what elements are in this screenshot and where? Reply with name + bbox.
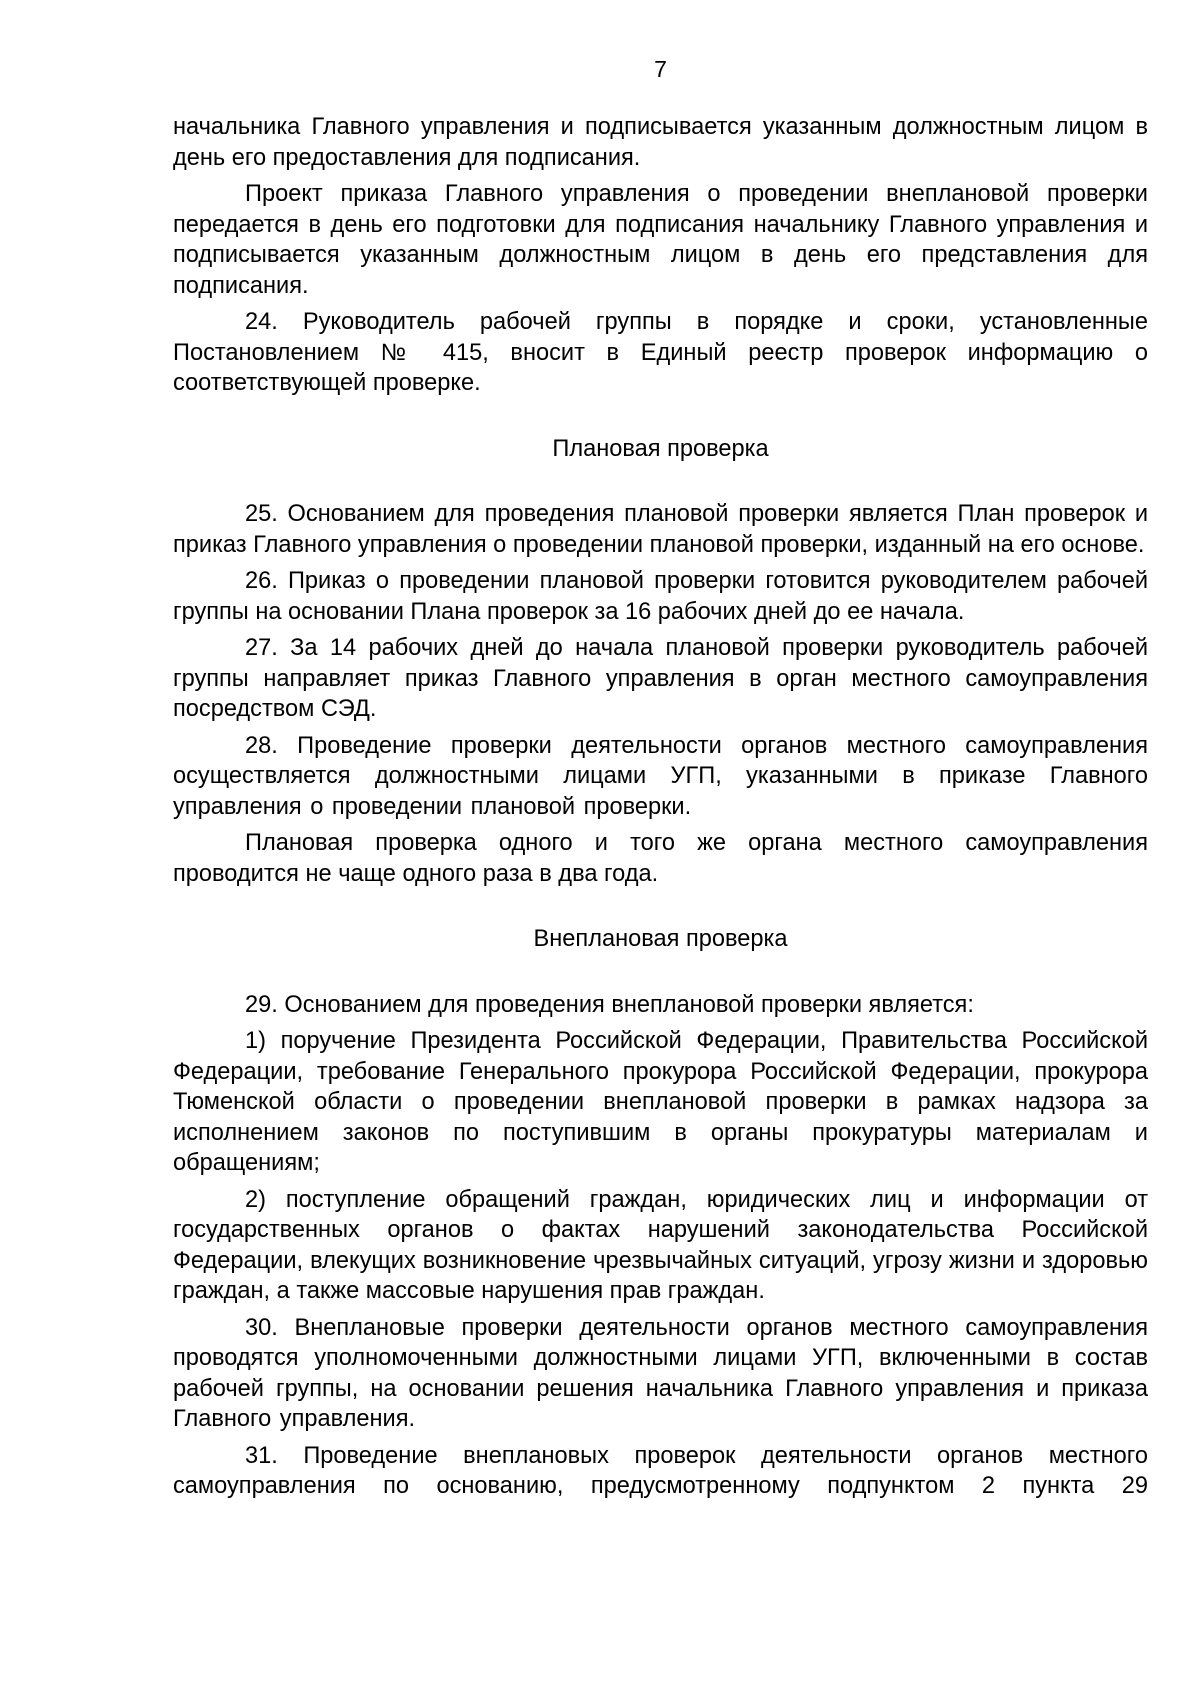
paragraph-27: 27. За 14 рабочих дней до начала плановой проверки руководитель рабочей группы направляет приказ Главного управления в орган местного самоуправления посредством СЭД.	[173, 635, 1148, 722]
paragraph-24: 24. Руководитель рабочей группы в порядке и сроки, установленные Постановлением № 415, вносит в Единый реестр проверок информацию о соответствующей проверке.	[173, 309, 1148, 396]
paragraph-28: 28. Проведение проверки деятельности органов местного самоуправления осуществляется должностными лицами УГП, указанными в приказе Главного управления о проведении плановой проверки.	[173, 732, 1148, 820]
paragraph-26: 26. Приказ о проведении плановой проверки готовится руководителем рабочей группы на основании Плана проверок за 16 рабочих дней до ее начала.	[173, 568, 1148, 625]
paragraph-29-item-2: 2) поступление обращений граждан, юридических лиц и информации от государственных органов о фактах нарушений законодательства Российской Федерации, влекущих возникновение чрезвычайных ситуаций, угрозу жизни и здоровью граждан, а также массовые нарушения прав граждан.	[173, 1186, 1148, 1304]
paragraph-29: 29. Основанием для проведения внеплановой проверки является:	[245, 991, 974, 1018]
section-heading-planned: Плановая проверка	[552, 435, 769, 462]
paragraph-25: 25. Основанием для проведения плановой проверки является План проверок и приказ Главного управления о проведении плановой проверки, изданный на его основе.	[173, 501, 1148, 558]
document-body	[173, 112, 1148, 1508]
paragraph-29-item-1: 1) поручение Президента Российской Федерации, Правительства Российской Федерации, требование Генерального прокурора Российской Федерации, прокурора Тюменской области о проведении внеплановой проверки в рамках надзора за исполнением законов по поступившим в органы прокуратуры материалам и обращениям;	[173, 1028, 1148, 1176]
paragraph-planned-frequency: Плановая проверка одного и того же органа местного самоуправления проводится не чаще одного раза в два года.	[173, 830, 1148, 887]
paragraph-continuation: начальника Главного управления и подписывается указанным должностным лицом в день его предоставления для подписания.	[173, 114, 1148, 171]
page-number: 7	[654, 56, 667, 82]
paragraph-draft-order: Проект приказа Главного управления о проведении внеплановой проверки передается в день его подготовки для подписания начальнику Главного управления и подписывается указанным должностным лицом в день его представления для подписания.	[173, 181, 1148, 299]
paragraph-31: 31. Проведение внеплановых проверок деятельности органов местного самоуправления по основанию, предусмотренному подпунктом 2 пункта 29	[173, 1442, 1148, 1499]
paragraph-30: 30. Внеплановые проверки деятельности органов местного самоуправления проводятся уполномоченными должностными лицами УГП, включенными в состав рабочей группы, на основании решения начальника Главного управления и приказа Главного управления.	[173, 1314, 1148, 1432]
section-heading-unplanned: Внеплановая проверка	[533, 926, 788, 952]
